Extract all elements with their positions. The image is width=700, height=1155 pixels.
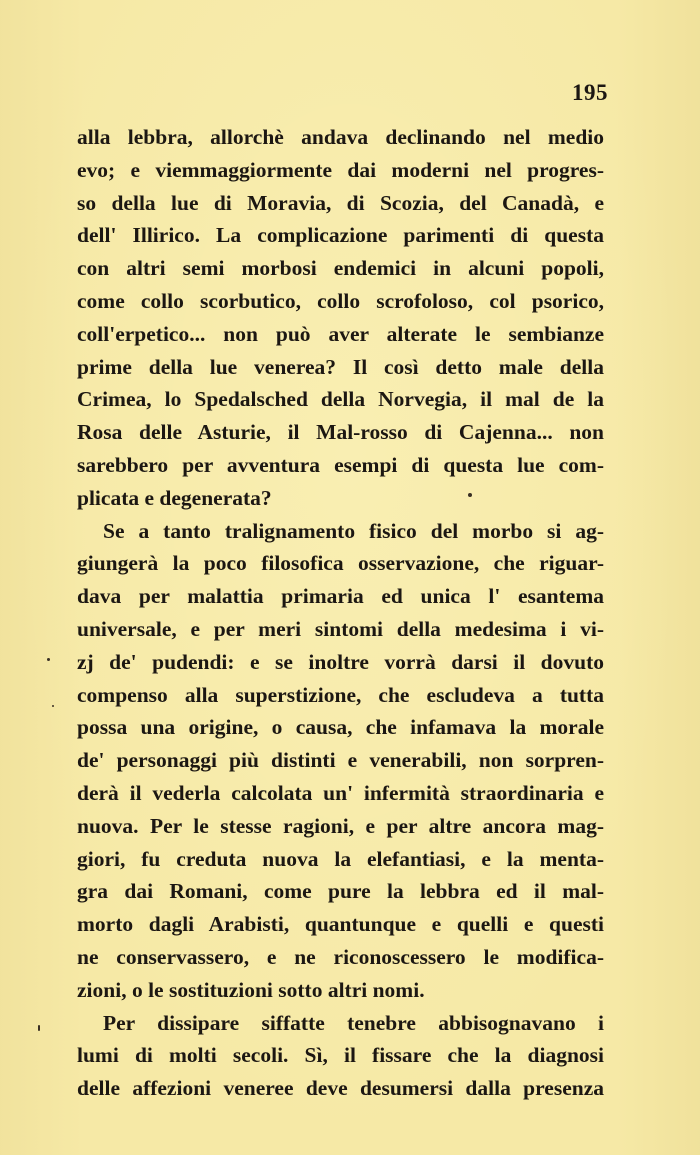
text-line: derà il vederla calcolata un' infermità straordinaria e xyxy=(77,780,604,805)
ink-speck xyxy=(468,493,472,497)
text-line: coll'erpetico... non può aver alterate le sembianze xyxy=(77,321,604,346)
text-line: giori, fu creduta nuova la elefantiasi, e la menta- xyxy=(77,846,604,871)
text-line: zioni, o le sostituzioni sotto altri nomi. xyxy=(77,977,425,1002)
text-line: evo; e viemmaggiormente dai moderni nel progres- xyxy=(77,157,604,182)
text-line: sarebbero per avventura esempi di questa lue com- xyxy=(77,452,604,477)
text-line: zj de' pudendi: e se inoltre vorrà darsi il dovuto xyxy=(77,649,604,674)
text-line: universale, e per meri sintomi della medesima i vi- xyxy=(77,616,604,641)
paragraph xyxy=(77,515,604,1007)
text-line: ne conservassero, e ne riconoscessero le modifica- xyxy=(77,944,604,969)
text-line: prime della lue venerea? Il così detto male della xyxy=(77,354,604,379)
text-line: lumi di molti secoli. Sì, il fissare che la diagnosi xyxy=(77,1043,604,1068)
text-line: giungerà la poco filosofica osservazione, che riguar- xyxy=(77,551,604,576)
text-line: Rosa delle Asturie, il Mal-rosso di Cajenna... non xyxy=(77,420,604,445)
text-line: plicata e degenerata? xyxy=(77,485,272,510)
text-line: alla lebbra, allorchè andava declinando nel medio xyxy=(77,125,604,149)
text-line: nuova. Per le stesse ragioni, e per altre ancora mag- xyxy=(77,813,604,838)
text-line: Crimea, lo Spedalsched della Norvegia, il mal de la xyxy=(77,387,604,412)
page-number: 195 xyxy=(572,80,608,105)
text-line: dell' Illirico. La complicazione parimenti di questa xyxy=(77,223,604,248)
paragraph xyxy=(77,1007,604,1105)
text-line: morto dagli Arabisti, quantunque e quelli e questi xyxy=(77,912,604,937)
text-line: so della lue di Moravia, di Scozia, del Canadà, e xyxy=(77,190,604,215)
text-line: gra dai Romani, come pure la lebbra ed il mal- xyxy=(77,879,604,904)
ink-speck xyxy=(52,705,54,707)
paragraph xyxy=(77,121,604,515)
text-line: compenso alla superstizione, che escludeva a tutta xyxy=(77,682,604,707)
text-line: dava per malattia primaria ed unica l' esantema xyxy=(77,584,604,609)
text-line: Per dissipare siffatte tenebre abbisognavano i xyxy=(103,1010,604,1035)
ink-speck xyxy=(47,658,50,661)
text-line: de' personaggi più distinti e venerabili, non sorpren- xyxy=(77,748,604,773)
text-line: come collo scorbutico, collo scrofoloso, col psorico, xyxy=(77,288,604,313)
ink-speck xyxy=(38,1025,40,1031)
text-line: con altri semi morbosi endemici in alcuni popoli, xyxy=(77,256,604,281)
text-line: possa una origine, o causa, che infamava la morale xyxy=(77,715,604,740)
text-line: Se a tanto tralignamento fisico del morbo si ag- xyxy=(103,518,604,543)
text-line: delle affezioni veneree deve desumersi dalla presenza xyxy=(77,1076,604,1101)
body-text xyxy=(77,121,604,1105)
